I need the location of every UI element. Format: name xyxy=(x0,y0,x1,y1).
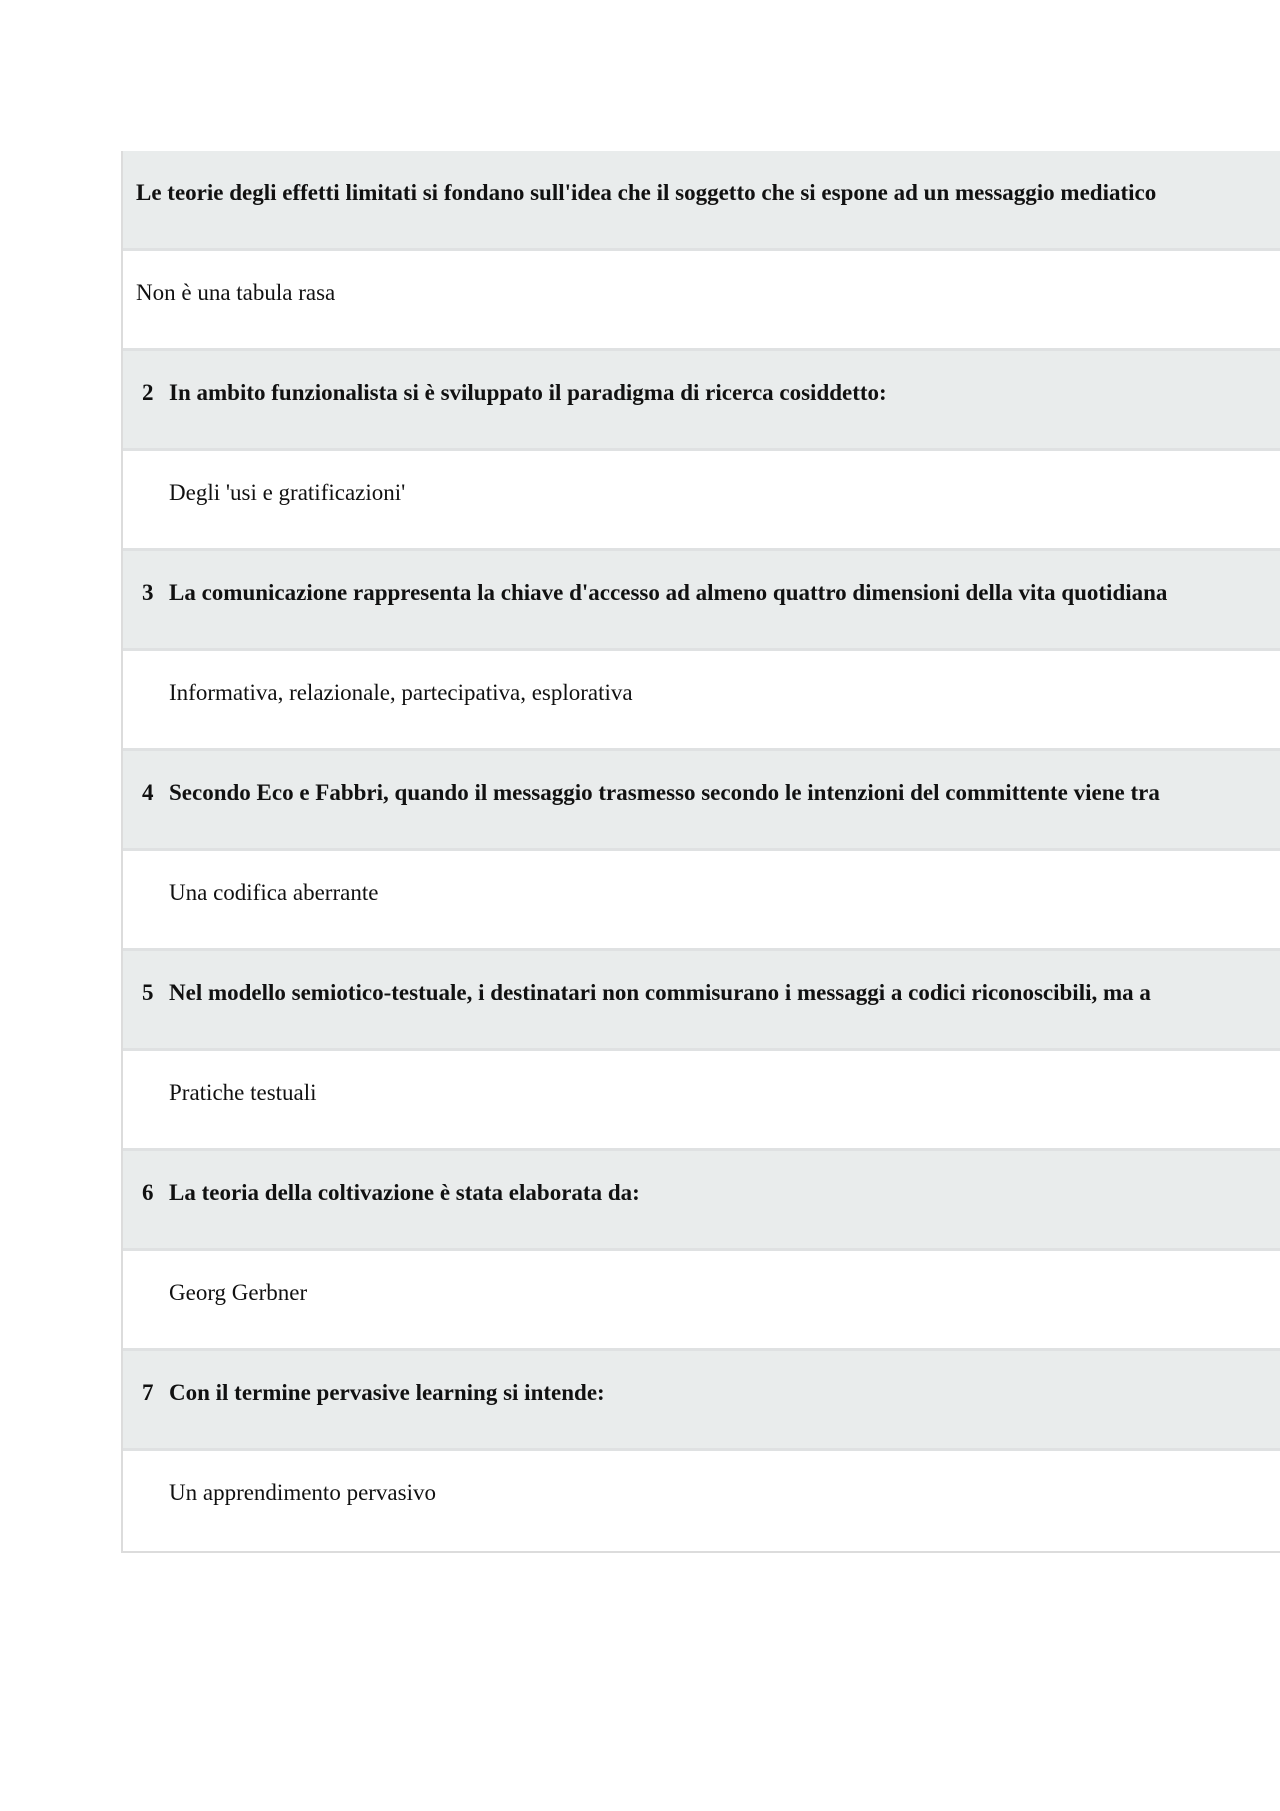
question-text: Con il termine pervasive learning si intende: xyxy=(169,1380,605,1405)
question-answer-table xyxy=(121,151,1280,1553)
question-row-1 xyxy=(123,151,1280,251)
question-number: 6 xyxy=(142,1180,154,1205)
question-number: 4 xyxy=(142,780,154,805)
question-text: Secondo Eco e Fabbri, quando il messaggio trasmesso secondo le intenzioni del committente viene tra xyxy=(169,780,1160,805)
question-text: La comunicazione rappresenta la chiave d'accesso ad almeno quattro dimensioni della vita quotidiana xyxy=(169,580,1168,605)
answer-number-spacer xyxy=(123,851,169,879)
question-number: 5 xyxy=(142,980,154,1005)
answer-row-6 xyxy=(123,1251,1280,1351)
answer-row-4 xyxy=(123,851,1280,951)
answer-number-spacer xyxy=(123,1451,169,1479)
answer-number-spacer xyxy=(123,651,169,679)
answer-text: Georg Gerbner xyxy=(169,1280,308,1305)
answer-number-spacer xyxy=(123,1251,169,1279)
question-row-3 xyxy=(123,551,1280,651)
answer-row-2 xyxy=(123,451,1280,551)
answer-row-1 xyxy=(123,251,1280,351)
question-row-5 xyxy=(123,951,1280,1051)
answer-text: Un apprendimento pervasivo xyxy=(169,1480,436,1505)
answer-row-7 xyxy=(123,1451,1280,1551)
answer-number-spacer xyxy=(123,451,169,479)
question-text: La teoria della coltivazione è stata elaborata da: xyxy=(169,1180,640,1205)
answer-row-5 xyxy=(123,1051,1280,1151)
question-text: In ambito funzionalista si è sviluppato il paradigma di ricerca cosiddetto: xyxy=(169,380,887,405)
answer-row-3 xyxy=(123,651,1280,751)
question-row-6 xyxy=(123,1151,1280,1251)
question-row-4 xyxy=(123,751,1280,851)
answer-text: Degli 'usi e gratificazioni' xyxy=(169,480,406,505)
question-text: Le teorie degli effetti limitati si fondano sull'idea che il soggetto che si espone ad un messaggio mediatico xyxy=(136,180,1157,205)
answer-number-spacer xyxy=(123,1051,169,1079)
question-number: 7 xyxy=(142,1380,154,1405)
answer-text: Non è una tabula rasa xyxy=(136,280,336,305)
answer-text: Pratiche testuali xyxy=(169,1080,317,1105)
question-row-7 xyxy=(123,1351,1280,1451)
answer-text: Una codifica aberrante xyxy=(169,880,379,905)
answer-text: Informativa, relazionale, partecipativa, esplorativa xyxy=(169,680,633,705)
question-row-2 xyxy=(123,351,1280,451)
question-text: Nel modello semiotico-testuale, i destinatari non commisurano i messaggi a codici riconoscibili, ma a xyxy=(169,980,1151,1005)
question-number: 3 xyxy=(142,580,154,605)
question-number: 2 xyxy=(142,380,154,405)
